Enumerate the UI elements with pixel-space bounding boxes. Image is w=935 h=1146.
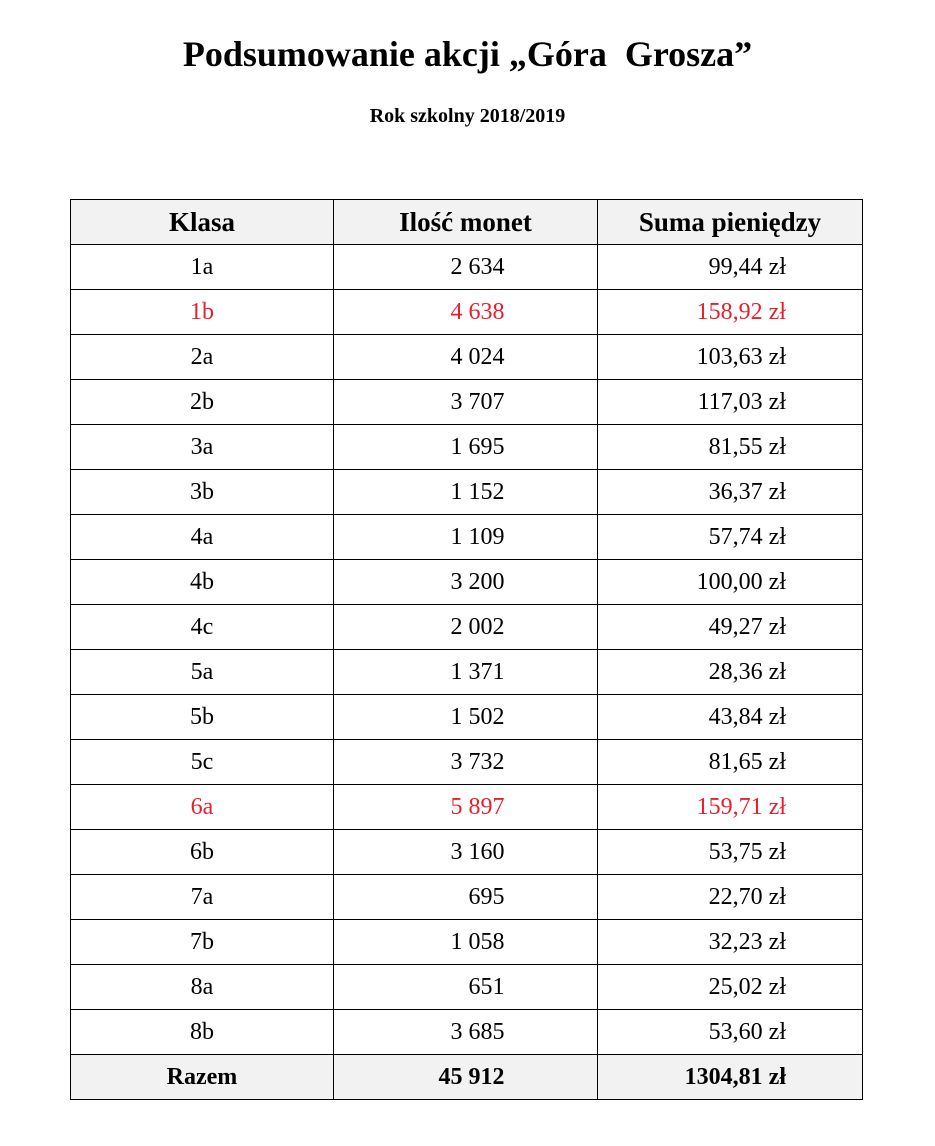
cell-ilosc-monet-value: 5 897 xyxy=(450,793,505,820)
cell-ilosc-monet xyxy=(334,740,598,785)
cell-ilosc-monet-value: 651 xyxy=(468,973,505,1000)
total-row xyxy=(71,1055,863,1100)
cell-ilosc-monet xyxy=(334,605,598,650)
cell-ilosc-monet xyxy=(334,695,598,740)
cell-klasa: 5c xyxy=(71,740,334,785)
cell-suma-pieniedzy-value: 117,03 zł xyxy=(697,388,786,415)
cell-ilosc-monet xyxy=(334,290,598,335)
total-label: Razem xyxy=(71,1055,334,1100)
cell-klasa: 8b xyxy=(71,1010,334,1055)
cell-ilosc-monet-value: 3 685 xyxy=(450,1018,505,1045)
cell-suma-pieniedzy xyxy=(598,785,863,830)
table-row xyxy=(71,695,863,740)
cell-suma-pieniedzy-value: 53,60 zł xyxy=(708,1018,786,1045)
cell-ilosc-monet-value: 1 109 xyxy=(450,523,505,550)
table-row xyxy=(71,785,863,830)
cell-suma-pieniedzy-value: 57,74 zł xyxy=(708,523,786,550)
cell-suma-pieniedzy xyxy=(598,290,863,335)
table-row xyxy=(71,920,863,965)
table-row xyxy=(71,425,863,470)
table-row xyxy=(71,1010,863,1055)
cell-ilosc-monet-value: 695 xyxy=(468,883,505,910)
page-subtitle: Rok szkolny 2018/2019 xyxy=(369,105,566,127)
cell-ilosc-monet xyxy=(334,425,598,470)
cell-ilosc-monet xyxy=(334,245,598,290)
cell-klasa: 2b xyxy=(71,380,334,425)
cell-suma-pieniedzy-value: 49,27 zł xyxy=(708,613,786,640)
cell-suma-pieniedzy-value: 32,23 zł xyxy=(708,928,786,955)
total-suma-value: 1304,81 zł xyxy=(684,1063,786,1090)
cell-suma-pieniedzy xyxy=(598,965,863,1010)
cell-suma-pieniedzy-value: 25,02 zł xyxy=(708,973,786,1000)
cell-suma-pieniedzy xyxy=(598,380,863,425)
cell-suma-pieniedzy-value: 158,92 zł xyxy=(696,298,786,325)
cell-ilosc-monet xyxy=(334,470,598,515)
cell-ilosc-monet xyxy=(334,560,598,605)
cell-ilosc-monet-value: 1 695 xyxy=(450,433,505,460)
cell-suma-pieniedzy xyxy=(598,245,863,290)
cell-ilosc-monet xyxy=(334,920,598,965)
cell-klasa: 5a xyxy=(71,650,334,695)
cell-klasa: 2a xyxy=(71,335,334,380)
cell-ilosc-monet-value: 3 707 xyxy=(450,388,505,415)
cell-klasa: 4a xyxy=(71,515,334,560)
total-monety-value: 45 912 xyxy=(438,1063,505,1090)
cell-suma-pieniedzy xyxy=(598,335,863,380)
cell-suma-pieniedzy xyxy=(598,830,863,875)
cell-klasa: 6a xyxy=(71,785,334,830)
cell-klasa: 3a xyxy=(71,425,334,470)
table-row xyxy=(71,470,863,515)
cell-klasa: 1a xyxy=(71,245,334,290)
page-title: Podsumowanie akcji „Góra Grosza” xyxy=(182,34,753,74)
cell-suma-pieniedzy-value: 81,55 zł xyxy=(708,433,786,460)
cell-ilosc-monet xyxy=(334,335,598,380)
cell-klasa: 4b xyxy=(71,560,334,605)
table-row xyxy=(71,335,863,380)
cell-ilosc-monet-value: 1 502 xyxy=(450,703,505,730)
cell-klasa: 7b xyxy=(71,920,334,965)
cell-ilosc-monet xyxy=(334,785,598,830)
cell-suma-pieniedzy-value: 103,63 zł xyxy=(696,343,786,370)
cell-suma-pieniedzy xyxy=(598,1010,863,1055)
cell-suma-pieniedzy-value: 53,75 zł xyxy=(708,838,786,865)
cell-ilosc-monet xyxy=(334,1010,598,1055)
cell-ilosc-monet xyxy=(334,380,598,425)
cell-ilosc-monet-value: 4 024 xyxy=(450,343,505,370)
cell-klasa: 3b xyxy=(71,470,334,515)
cell-ilosc-monet xyxy=(334,830,598,875)
cell-klasa: 4c xyxy=(71,605,334,650)
header-ilosc-monet: Ilość monet xyxy=(334,200,598,245)
cell-ilosc-monet-value: 1 058 xyxy=(450,928,505,955)
header-klasa: Klasa xyxy=(71,200,334,245)
cell-ilosc-monet xyxy=(334,965,598,1010)
cell-suma-pieniedzy-value: 81,65 zł xyxy=(708,748,786,775)
cell-klasa: 5b xyxy=(71,695,334,740)
cell-suma-pieniedzy xyxy=(598,470,863,515)
cell-klasa: 8a xyxy=(71,965,334,1010)
cell-suma-pieniedzy-value: 100,00 zł xyxy=(696,568,786,595)
cell-suma-pieniedzy xyxy=(598,560,863,605)
cell-suma-pieniedzy xyxy=(598,920,863,965)
cell-suma-pieniedzy-value: 43,84 zł xyxy=(708,703,786,730)
header-row xyxy=(71,200,863,245)
cell-ilosc-monet xyxy=(334,875,598,920)
table-row xyxy=(71,560,863,605)
cell-klasa: 7a xyxy=(71,875,334,920)
cell-ilosc-monet-value: 1 152 xyxy=(450,478,505,505)
cell-ilosc-monet-value: 2 002 xyxy=(450,613,505,640)
cell-ilosc-monet-value: 4 638 xyxy=(450,298,505,325)
cell-suma-pieniedzy xyxy=(598,875,863,920)
table-row xyxy=(71,650,863,695)
cell-ilosc-monet-value: 2 634 xyxy=(450,253,505,280)
cell-suma-pieniedzy-value: 28,36 zł xyxy=(708,658,786,685)
total-monety xyxy=(334,1055,598,1100)
cell-suma-pieniedzy xyxy=(598,515,863,560)
table-row xyxy=(71,380,863,425)
cell-ilosc-monet xyxy=(334,650,598,695)
cell-ilosc-monet xyxy=(334,515,598,560)
table-row xyxy=(71,245,863,290)
cell-suma-pieniedzy xyxy=(598,650,863,695)
total-suma xyxy=(598,1055,863,1100)
cell-suma-pieniedzy-value: 99,44 zł xyxy=(708,253,786,280)
table-row xyxy=(71,605,863,650)
cell-klasa: 6b xyxy=(71,830,334,875)
cell-suma-pieniedzy-value: 159,71 zł xyxy=(696,793,786,820)
cell-ilosc-monet-value: 3 160 xyxy=(450,838,505,865)
header-suma-pieniedzy: Suma pieniędzy xyxy=(598,200,863,245)
table-row xyxy=(71,290,863,335)
summary-table xyxy=(70,199,863,1100)
table-row xyxy=(71,740,863,785)
cell-klasa: 1b xyxy=(71,290,334,335)
cell-ilosc-monet-value: 1 371 xyxy=(450,658,505,685)
table-row xyxy=(71,875,863,920)
table-row xyxy=(71,965,863,1010)
table-header xyxy=(71,200,863,245)
table-row xyxy=(71,515,863,560)
cell-suma-pieniedzy xyxy=(598,695,863,740)
cell-suma-pieniedzy xyxy=(598,740,863,785)
table-body xyxy=(71,245,863,1055)
table-footer xyxy=(71,1055,863,1100)
cell-suma-pieniedzy xyxy=(598,605,863,650)
cell-suma-pieniedzy-value: 22,70 zł xyxy=(708,883,786,910)
cell-suma-pieniedzy-value: 36,37 zł xyxy=(708,478,786,505)
cell-ilosc-monet-value: 3 732 xyxy=(450,748,505,775)
table-row xyxy=(71,830,863,875)
cell-ilosc-monet-value: 3 200 xyxy=(450,568,505,595)
cell-suma-pieniedzy xyxy=(598,425,863,470)
